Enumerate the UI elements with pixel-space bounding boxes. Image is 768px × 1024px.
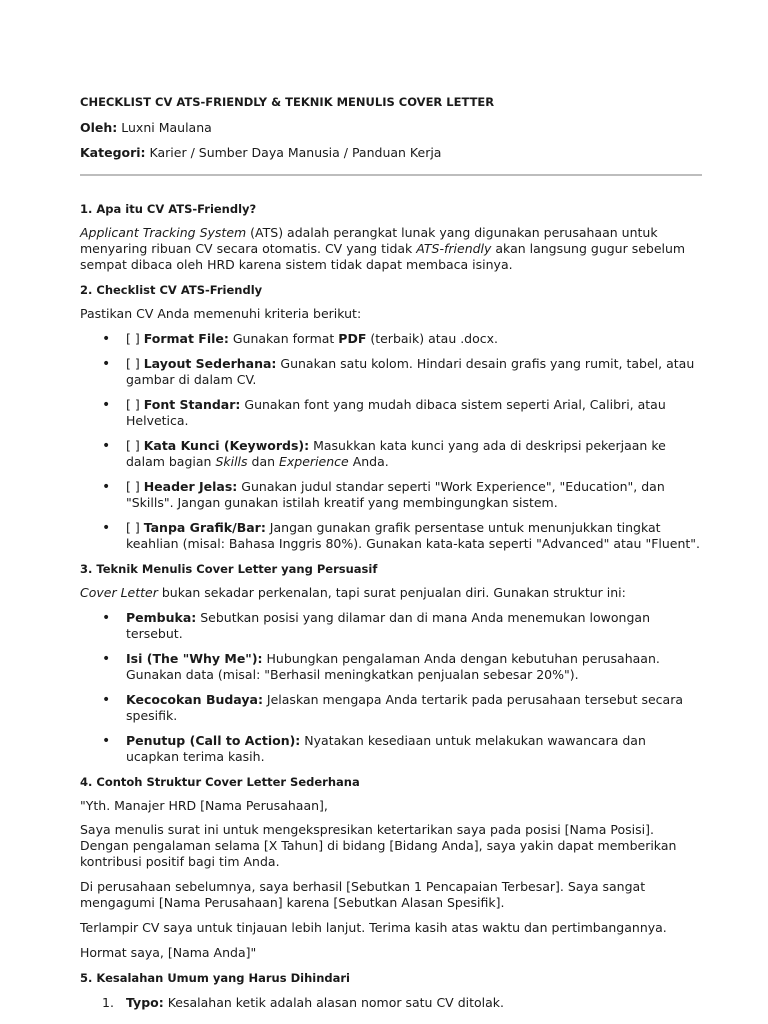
divider	[80, 174, 702, 176]
document-title: CHECKLIST CV ATS-FRIENDLY & TEKNIK MENULIS COVER LETTER	[80, 95, 495, 109]
section-2-intro: Pastikan CV Anda memenuhi kriteria berikut:	[80, 306, 362, 321]
item-label: Pembuka:	[126, 610, 197, 625]
checklist-item	[80, 479, 702, 511]
item-number: 1.	[102, 995, 114, 1010]
item-text: Nyatakan kesediaan untuk melakukan wawancara dan ucapkan terima kasih.	[126, 733, 646, 764]
category-line	[80, 145, 702, 161]
item-text: Hubungkan pengalaman Anda dengan kebutuhan perusahaan. Gunakan data (misal: "Berhasil meningkatkan penjualan sebesar 20%").	[126, 651, 660, 682]
checkbox-text: [ ]	[126, 356, 144, 371]
section-1-text-2: akan langsung gugur sebelum sempat dibaca oleh HRD karena sistem tidak dapat membaca isinya.	[80, 241, 686, 272]
item-label: Font Standar:	[143, 397, 241, 412]
cover-letter-term: Cover Letter	[80, 585, 158, 600]
list-item	[80, 995, 702, 1011]
item-label: Layout Sederhana:	[143, 356, 277, 371]
author-value: Luxni Maulana	[117, 120, 212, 135]
ats-friendly-term: ATS-friendly	[416, 241, 492, 256]
author-line	[80, 120, 702, 136]
item-label: Header Jelas:	[143, 479, 238, 494]
item-text: Jangan gunakan grafik persentase untuk menunjukkan tingkat keahlian (misal: Bahasa Inggris 80%). Gunakan kata-kata seperti "Advanced" atau "Fluent".	[126, 520, 701, 551]
item-label: Isi (The "Why Me"):	[126, 651, 263, 666]
item-text: Kesalahan ketik adalah alasan nomor satu CV ditolak.	[163, 995, 504, 1010]
checkbox-text: [ ]	[126, 397, 144, 412]
item-text: Masukkan kata kunci yang ada di deskripsi pekerjaan ke dalam bagian	[126, 438, 666, 469]
list-item	[80, 733, 702, 765]
list-item	[80, 692, 702, 724]
item-strong: PDF	[338, 331, 367, 346]
checklist-item	[80, 438, 702, 470]
checkbox-text: [ ]	[126, 438, 144, 453]
item-text: (terbaik) atau .docx.	[366, 331, 499, 346]
checklist	[80, 331, 702, 552]
item-text: Anda.	[348, 454, 389, 469]
letter-paragraph: "Yth. Manajer HRD [Nama Perusahaan],	[80, 798, 328, 813]
item-label: Kecocokan Budaya:	[126, 692, 263, 707]
checkbox-text: [ ]	[126, 331, 144, 346]
item-text: Jelaskan mengapa Anda tertarik pada perusahaan tersebut secara spesifik.	[126, 692, 683, 723]
item-text: Gunakan judul standar seperti "Work Experience", "Education", dan "Skills". Jangan gunakan istilah kreatif yang membingungkan sistem.	[126, 479, 665, 510]
section-1-heading: 1. Apa itu CV ATS-Friendly?	[80, 202, 257, 216]
item-label: Format File:	[143, 331, 229, 346]
letter-paragraph: Hormat saya, [Nama Anda]"	[80, 945, 257, 960]
item-label: Penutup (Call to Action):	[126, 733, 301, 748]
item-text: Gunakan format	[228, 331, 339, 346]
item-label: Kata Kunci (Keywords):	[143, 438, 310, 453]
letter-paragraph: Terlampir CV saya untuk tinjauan lebih lanjut. Terima kasih atas waktu dan pertimbangannya.	[80, 920, 667, 935]
document-page	[80, 94, 702, 1011]
cover-letter-structure-list	[80, 610, 702, 765]
mistakes-list	[80, 995, 702, 1011]
section-3-intro	[80, 585, 702, 601]
item-em: Skills	[215, 454, 248, 469]
item-text: Gunakan satu kolom. Hindari desain grafis yang rumit, tabel, atau gambar di dalam CV.	[126, 356, 695, 387]
category-value: Karier / Sumber Daya Manusia / Panduan Kerja	[145, 145, 442, 160]
section-1-paragraph	[80, 225, 702, 273]
ats-term: Applicant Tracking System	[80, 225, 247, 240]
checkbox-text: [ ]	[126, 520, 144, 535]
category-label: Kategori:	[80, 145, 146, 160]
item-text: dan	[247, 454, 280, 469]
section-3-intro-text: bukan sekadar perkenalan, tapi surat penjualan diri. Gunakan struktur ini:	[157, 585, 626, 600]
item-label: Tanpa Grafik/Bar:	[143, 520, 266, 535]
item-label: Typo:	[126, 995, 164, 1010]
letter-paragraph: Saya menulis surat ini untuk mengekspresikan ketertarikan saya pada posisi [Nama Posisi]. Dengan pengalaman selama [X Tahun] di bidang [Bidang Anda], saya yakin dapat memberikan kontribusi positif bagi tim Anda.	[80, 822, 677, 869]
checkbox-text: [ ]	[126, 479, 144, 494]
section-5-heading: 5. Kesalahan Umum yang Harus Dihindari	[80, 971, 351, 985]
checklist-item	[80, 520, 702, 552]
letter-paragraph: Di perusahaan sebelumnya, saya berhasil [Sebutkan 1 Pencapaian Terbesar]. Saya sangat mengagumi [Nama Perusahaan] karena [Sebutkan Alasan Spesifik].	[80, 879, 646, 910]
section-3-heading: 3. Teknik Menulis Cover Letter yang Persuasif	[80, 562, 378, 576]
section-1-text-1: (ATS) adalah perangkat lunak yang digunakan perusahaan untuk menyaring ribuan CV secara otomatis. CV yang tidak	[80, 225, 658, 256]
list-item	[80, 651, 702, 683]
author-label: Oleh:	[80, 120, 118, 135]
item-em: Experience	[279, 454, 349, 469]
item-text: Gunakan font yang mudah dibaca sistem seperti Arial, Calibri, atau Helvetica.	[126, 397, 666, 428]
checklist-item	[80, 356, 702, 388]
checklist-item	[80, 397, 702, 429]
section-2-heading: 2. Checklist CV ATS-Friendly	[80, 283, 263, 297]
section-4-heading: 4. Contoh Struktur Cover Letter Sederhana	[80, 775, 360, 789]
item-text: Sebutkan posisi yang dilamar dan di mana Anda menemukan lowongan tersebut.	[126, 610, 650, 641]
checklist-item	[80, 331, 702, 347]
list-item	[80, 610, 702, 642]
